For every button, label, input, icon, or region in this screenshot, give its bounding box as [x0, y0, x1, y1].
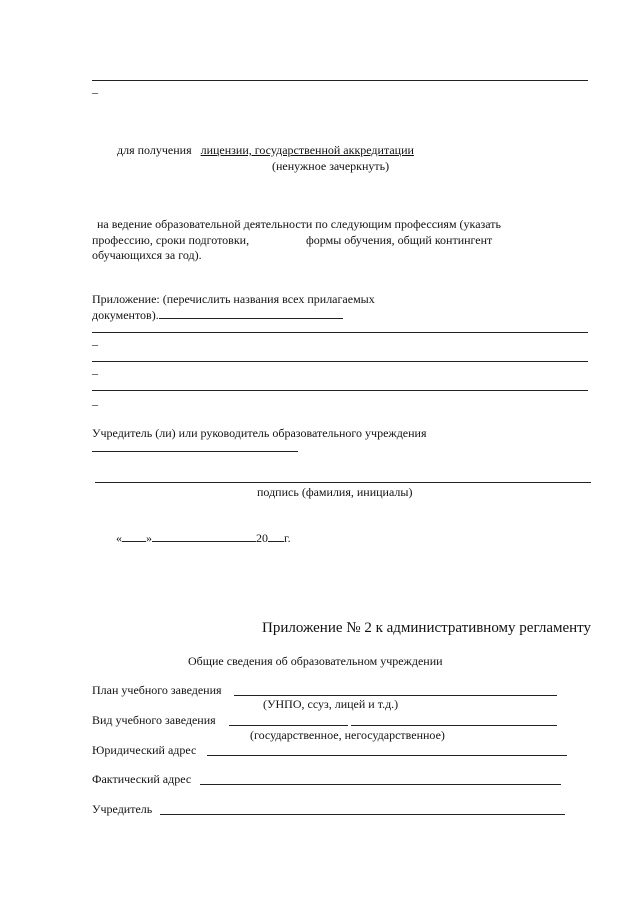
purpose-options: лицензии, государственной аккредитации: [200, 143, 414, 157]
founder-blank-line[interactable]: [92, 451, 298, 452]
attachment-blank-line-3[interactable]: [92, 390, 588, 391]
attachment-blank-line-2[interactable]: [92, 361, 588, 362]
purpose-prefix: для получения: [117, 143, 192, 157]
signature-line[interactable]: [95, 482, 591, 483]
attachment-line-1: Приложение: (перечислить названия всех прилагаемых: [92, 292, 375, 306]
date-open-quote: «: [116, 531, 122, 545]
founder-label-2: Учредитель: [92, 802, 153, 816]
strike-note: (ненужное зачеркнуть): [272, 159, 390, 173]
date-close-quote: »: [146, 531, 152, 545]
activity-line-3: обучающихся за год).: [92, 248, 202, 262]
attachment-blank[interactable]: [159, 308, 343, 319]
date-month-blank[interactable]: [152, 531, 256, 542]
legal-address-label: Юридический адрес: [92, 743, 197, 757]
plan-blank-line[interactable]: [234, 695, 557, 696]
section-title: Общие сведения об образовательном учреждении: [188, 654, 443, 668]
activity-line-1: на ведение образовательной деятельности по следующим профессиям (указать: [97, 217, 501, 231]
actual-address-blank-line[interactable]: [200, 784, 561, 785]
dash-mark: –: [92, 85, 98, 99]
legal-address-blank-line[interactable]: [207, 755, 567, 756]
plan-row: [92, 683, 222, 697]
date-line: [116, 531, 291, 545]
dash-mark: –: [92, 397, 98, 411]
signature-caption: подпись (фамилия, инициалы): [257, 485, 413, 499]
attachment-label: документов).: [92, 308, 159, 322]
date-year-blank[interactable]: [268, 531, 284, 542]
date-day-blank[interactable]: [122, 531, 146, 542]
founder-label: Учредитель (ли) или руководитель образовательного учреждения: [92, 426, 427, 440]
type-blank-line-b[interactable]: [351, 725, 557, 726]
activity-line-2a: профессию, сроки подготовки,: [92, 233, 250, 247]
dash-mark: –: [92, 337, 98, 351]
purpose-line: [117, 143, 414, 157]
dash-mark: –: [92, 366, 98, 380]
attachment-line-2: [92, 308, 343, 322]
top-blank-line: [92, 80, 588, 81]
activity-line-2b: формы обучения, общий контингент: [306, 233, 493, 247]
plan-hint: (УНПО, ссуз, лицей и т.д.): [263, 697, 399, 711]
actual-address-label: Фактический адрес: [92, 772, 192, 786]
type-hint: (государственное, негосударственное): [250, 728, 445, 742]
appendix-title: Приложение № 2 к административному регламенту: [262, 620, 592, 636]
plan-label: План учебного заведения: [92, 683, 222, 697]
date-year-suffix: г.: [284, 531, 291, 545]
type-blank-line-a[interactable]: [229, 725, 348, 726]
founder-blank-line-2[interactable]: [160, 814, 565, 815]
type-label: Вид учебного заведения: [92, 713, 216, 727]
attachment-blank-line-1[interactable]: [92, 332, 588, 333]
date-year-prefix: 20: [256, 531, 268, 545]
